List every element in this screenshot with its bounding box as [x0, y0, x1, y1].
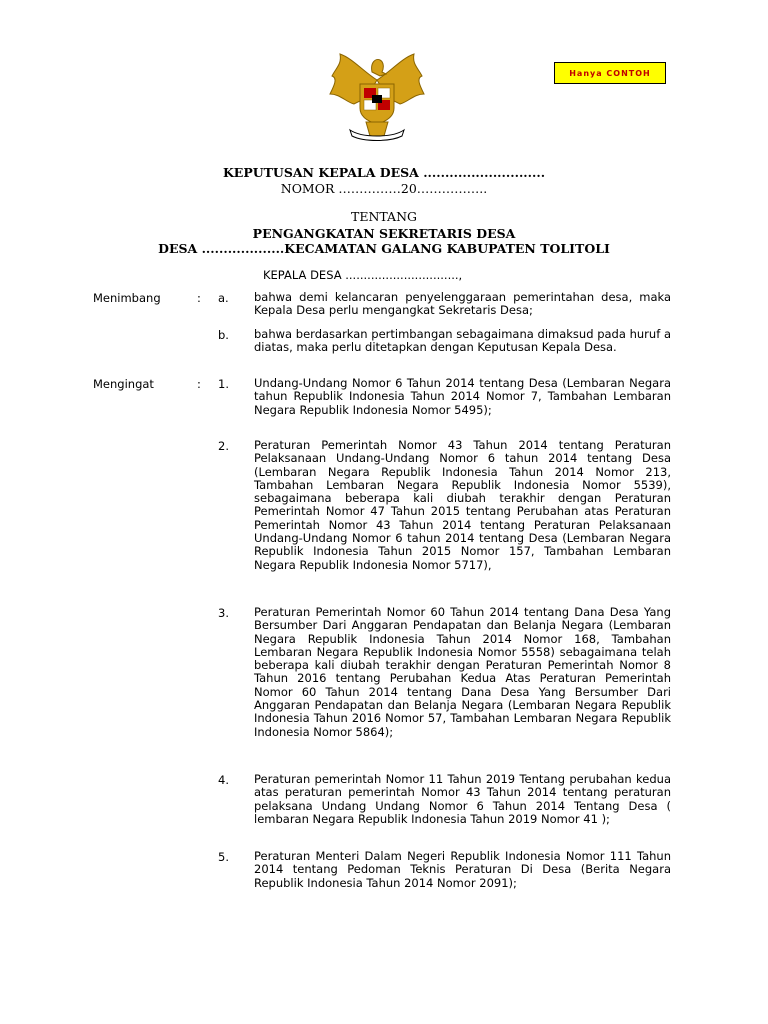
garuda-emblem	[326, 50, 428, 144]
mengingat-num-2: 2.	[218, 439, 229, 453]
mengingat-label: Mengingat	[93, 377, 154, 391]
kepala-desa-line: KEPALA DESA ...............................,	[263, 268, 463, 282]
mengingat-item-1: Undang-Undang Nomor 6 Tahun 2014 tentang Desa (Lembaran Negara tahun Republik Indonesia Tahun 2014 Nomor 7, Tambahan Lembaran Negara Republik Indonesia Nomor 5495);	[254, 376, 671, 417]
mengingat-colon: :	[197, 377, 201, 391]
mengingat-item-2: Peraturan Pemerintah Nomor 43 Tahun 2014 tentang Peraturan Pelaksanaan Undang-Undang Nomor 6 tahun 2014 tentang Desa (Lembaran Negara Republik Indonesia Tahun 2014 Nomor 213, Tambahan Lembaran Negara Republik Indonesia Nomor 5539), sebagaimana beberapa kali diubah terakhir dengan Peraturan Pemerintah Nomor 47 Tahun 2015 tentang Perubahan atas Peraturan Pemerintah Nomor 43 Tahun 2014 tentang Peraturan Pelaksanaan Undang-Undang Nomor 6 tahun 2014 tentang Desa (Lembaran Negara Republik Indonesia Tahun 2015 Nomor 157, Tambahan Lembaran Negara Republik Indonesia Nomor 5717),	[254, 438, 671, 572]
document-title: KEPUTUSAN KEPALA DESA ............................	[222, 165, 546, 180]
document-number: NOMOR ……………20……………..	[280, 181, 488, 196]
mengingat-num-4: 4.	[218, 773, 229, 787]
mengingat-num-5: 5.	[218, 850, 229, 864]
menimbang-num-b: b.	[218, 328, 229, 342]
mengingat-item-3: Peraturan Pemerintah Nomor 60 Tahun 2014 tentang Dana Desa Yang Bersumber Dari Anggaran Pendapatan dan Belanja Negara (Lembaran Negara Republik Indonesia Tahun 2014 Nomor 168, Tambahan Lembaran Negara Republik Indonesia Nomor 5558) sebagaimana telah beberapa kali diubah terakhir dengan Peraturan Pemerintah Nomor 8 Tahun 2016 tentang Perubahan Kedua Atas Peraturan Pemerintah Nomor 60 Tahun 2014 tentang Dana Desa Yang Bersumber Dari Anggaran Pendapatan dan Belanja Negara (Lembaran Negara Republik Indonesia Tahun 2016 Nomor 57, Tambahan Lembaran Negara Republik Indonesia Nomor 5864);	[254, 605, 671, 739]
menimbang-label: Menimbang	[93, 291, 161, 305]
menimbang-item-b: bahwa berdasarkan pertimbangan sebagaimana dimaksud pada huruf a diatas, maka perlu ditetapkan dengan Keputusan Kepala Desa.	[254, 327, 671, 355]
mengingat-num-1: 1.	[218, 377, 229, 391]
mengingat-item-5: Peraturan Menteri Dalam Negeri Republik Indonesia Nomor 111 Tahun 2014 tentang Pedoman Teknis Peraturan Di Desa (Berita Negara Republik Indonesia Tahun 2014 Nomor 2091);	[254, 849, 671, 890]
menimbang-item-a: bahwa demi kelancaran penyelenggaraan pemerintahan desa, maka Kepala Desa perlu mengangkat Sekretaris Desa;	[254, 290, 671, 318]
menimbang-colon: :	[197, 291, 201, 305]
sample-only-label: Hanya CONTOH	[554, 62, 666, 84]
subject-line-2: DESA ...................KECAMATAN GALANG KABUPATEN TOLITOLI	[158, 241, 610, 256]
mengingat-num-3: 3.	[218, 606, 229, 620]
mengingat-item-4: Peraturan pemerintah Nomor 11 Tahun 2019 Tentang perubahan kedua atas peraturan pemerintah Nomor 43 Tahun 2014 tentang peraturan pelaksana Undang Undang Nomor 6 Tahun 2014 Tentang Desa ( lembaran Negara Republik Indonesia Tahun 2019 Nomor 41 );	[254, 772, 671, 826]
subject-line-1: PENGANGKATAN SEKRETARIS DESA	[252, 226, 516, 241]
tentang-heading: TENTANG	[350, 209, 417, 224]
menimbang-num-a: a.	[218, 291, 229, 305]
